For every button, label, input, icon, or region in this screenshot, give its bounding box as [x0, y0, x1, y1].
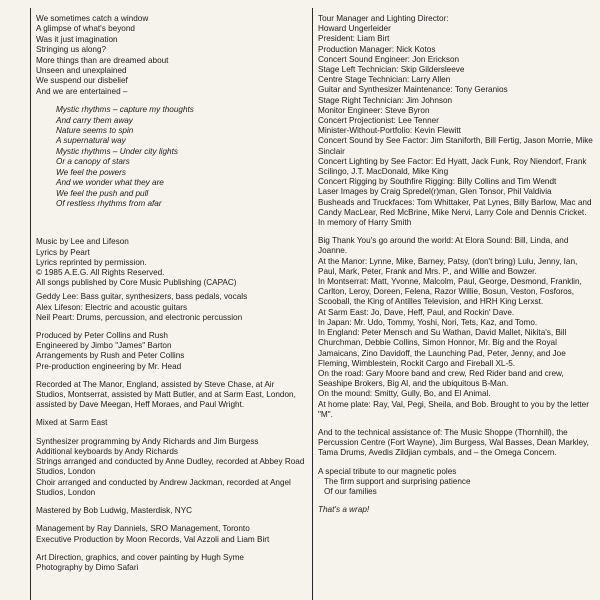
- tribute-line: A special tribute to our magnetic poles: [318, 466, 457, 476]
- lyric-line: More things than are dreamed about: [36, 55, 169, 65]
- production-credit: Pre-production engineering by Mr. Head: [36, 361, 182, 371]
- thanks-paragraph: In Montserrat: Matt, Yvonne, Malcolm, Paul, George, Desmond, Franklin, Carlton, Leroy, Doreen, Felena, Razor Willie, Bosun, Veston, Fosforos, Scooball, the King of Antilles Television, and HRH King Lerxst.: [318, 277, 582, 307]
- chorus-line: Mystic rhythms – Under city lights: [56, 146, 178, 156]
- crew-line: Concert Sound by See Factor: Jim Staniforth, Bill Fertig, Jason Morrie, Mike Sinclair: [318, 136, 593, 156]
- lyric-line: A glimpse of what's beyond: [36, 24, 135, 34]
- lyric-line: Stringing us along?: [36, 45, 107, 55]
- lyrics-credit: Lyrics by Peart: [36, 247, 90, 257]
- copyright-notice: © 1985 A.E.G. All Rights Reserved.: [36, 267, 165, 277]
- chorus-line: And carry them away: [56, 115, 133, 125]
- crew-line: Howard Ungerleider: [318, 24, 391, 34]
- chorus-line: We feel the powers: [56, 167, 126, 177]
- tour-crew-list: [318, 14, 596, 228]
- chorus-line: Or a canopy of stars: [56, 157, 130, 167]
- reprint-notice: Lyrics reprinted by permission.: [36, 257, 147, 267]
- songwriting-credits: [36, 237, 306, 288]
- right-column: [318, 14, 596, 516]
- crew-line: Concert Projectionist: Lee Tenner: [318, 116, 439, 126]
- lyrics-chorus: [36, 105, 306, 209]
- lyrics-verse: [36, 14, 306, 97]
- tribute-line: Of our families: [324, 486, 377, 496]
- mixing-credit: Mixed at Sarm East: [36, 418, 108, 428]
- lyric-line: We suspend our disbelief: [36, 76, 128, 86]
- thanks-paragraph: Big Thank You's go around the world: At Elora Sound: Bill, Linda, and Joanne.: [318, 236, 569, 256]
- crew-line: Concert Rigging by Southfire Rigging: Billy Collins and Tim Wendt: [318, 177, 557, 187]
- thanks-paragraph: In Japan: Mr. Udo, Tommy, Yoshi, Nori, Tets, Kaz, and Tomo.: [318, 317, 538, 327]
- crew-line: Minister-Without-Portfolio: Kevin Flewitt: [318, 126, 461, 136]
- band-members: [36, 292, 306, 323]
- thanks-paragraph: At Sarm East: Jo, Dave, Heff, Paul, and Rockin' Dave.: [318, 307, 515, 317]
- technical-thanks: And to the technical assistance of: The Music Shoppe (Thornhill), the Percussion Centre (Fort Wayne), Jim Burgess, Wal Basses, Dean Markley, Tama Drums, Avedis Zildjian cymbals, and – the Omega Concern.: [318, 427, 589, 458]
- crew-line: Stage Left Technician: Skip Gildersleeve: [318, 65, 465, 75]
- left-divider-line: [30, 8, 31, 600]
- crew-line: Stage Right Technician: Jim Johnson: [318, 95, 453, 105]
- chorus-line: Nature seems to spin: [56, 126, 134, 136]
- synth-credit: Strings arranged and conducted by Anne Dudley, recorded at Abbey Road Studios, London: [36, 457, 305, 477]
- crew-line: Monitor Engineer: Steve Byron: [318, 105, 430, 115]
- synth-credit: Synthesizer programming by Andy Richards and Jim Burgess: [36, 436, 259, 446]
- chorus-line: We feel the push and pull: [56, 188, 149, 198]
- crew-line: Tour Manager and Lighting Director:: [318, 14, 449, 23]
- production-credit: Produced by Peter Collins and Rush: [36, 330, 168, 340]
- closing-line: That's a wrap!: [318, 505, 370, 515]
- member-credit: Alex Lifeson: Electric and acoustic guitars: [36, 302, 188, 312]
- center-divider-line: [312, 8, 313, 600]
- production-credit: Arrangements by Rush and Peter Collins: [36, 351, 185, 361]
- lyric-line: We sometimes catch a window: [36, 14, 149, 23]
- lyric-line: And we are entertained –: [36, 86, 128, 96]
- synth-credit: Choir arranged and conducted by Andrew Jackman, recorded at Angel Studios, London: [36, 477, 291, 497]
- thanks-paragraph: At the Manor: Lynne, Mike, Barney, Patsy, (don't bring) Lulu, Jenny, Ian, Paul, Mark, Peter, Frank and Mrs. P., and Willie and Bowzer.: [318, 256, 578, 276]
- left-column: [36, 14, 306, 573]
- lyric-line: Unseen and unexplained: [36, 66, 127, 76]
- music-credit: Music by Lee and Lifeson: [36, 237, 129, 247]
- lyric-line: Was it just imagination: [36, 34, 118, 44]
- recording-credit: Recorded at The Manor, England, assisted by Steve Chase, at Air Studios, Montserrat, assisted by Matt Butler, and at Sarm East, London, assisted by Dave Meegan, Heff Moraes, and Paul Wright.: [36, 379, 296, 410]
- crew-line: Busheads and Truckfaces: Tom Whittaker, Pat Lynes, Billy Barlow, Mac and Candy MacLear, Red McBrine, Mike Nervi, Larry Cole and Dennis Cricket.: [318, 197, 592, 217]
- member-credit: Neil Peart: Drums, percussion, and electronic percussion: [36, 312, 243, 322]
- thank-you-list: [318, 236, 596, 420]
- thanks-paragraph: On the mound: Smitty, Gully, Bo, and El Animal.: [318, 389, 491, 399]
- crew-line: Guitar and Synthesizer Maintenance: Tony Geranios: [318, 85, 508, 95]
- mastering-credit: Mastered by Bob Ludwig, Masterdisk, NYC: [36, 505, 193, 515]
- crew-line: Laser Images by Craig Spredel(r)man, Glen Tonsor, Phil Valdivia: [318, 187, 552, 197]
- art-credits: [36, 553, 306, 573]
- production-credits: [36, 331, 306, 372]
- chorus-line: Mystic rhythms – capture my thoughts: [56, 105, 194, 115]
- thanks-paragraph: On the road: Gary Moore band and crew, Red Rider band and crew, Seashipe Brokers, Big Al, and the ubiquitous B-Man.: [318, 368, 564, 389]
- crew-line: Centre Stage Technician: Larry Allen: [318, 75, 451, 85]
- chorus-line: A supernatural way: [56, 136, 126, 146]
- thanks-paragraph: At home plate: Ray, Val, Pegi, Sheila, and Bob. Brought to you by the letter "M".: [318, 399, 589, 419]
- chorus-line: And we wonder what they are: [56, 178, 164, 188]
- special-tribute: [318, 467, 596, 498]
- publishing-credit: All songs published by Core Music Publishing (CAPAC): [36, 278, 237, 288]
- crew-line: Concert Lighting by See Factor: Ed Hyatt, Jack Funk, Roy Niendorf, Frank Scilingo, J.T. MacDonald, Mike King: [318, 156, 587, 177]
- art-credit: Photography by Dimo Safari: [36, 563, 139, 572]
- arrangement-credits: [36, 437, 306, 498]
- tribute-line: The firm support and surprising patience: [324, 476, 471, 486]
- crew-line: President: Liam Birt: [318, 34, 390, 44]
- chorus-line: Of restless rhythms from afar: [56, 198, 162, 208]
- member-credit: Geddy Lee: Bass guitar, synthesizers, bass pedals, vocals: [36, 292, 248, 302]
- art-credit: Art Direction, graphics, and cover painting by Hugh Syme: [36, 552, 244, 562]
- management-credits: [36, 524, 306, 544]
- crew-line: Concert Sound Engineer: Jon Erickson: [318, 54, 460, 64]
- management-credit: Executive Production by Moon Records, Val Azzoli and Liam Birt: [36, 534, 270, 544]
- production-credit: Engineered by Jimbo "James" Barton: [36, 341, 172, 351]
- memorial-line: In memory of Harry Smith: [318, 218, 412, 228]
- crew-line: Production Manager: Nick Kotos: [318, 44, 436, 54]
- synth-credit: Additional keyboards by Andy Richards: [36, 446, 178, 456]
- thanks-paragraph: In England: Peter Mensch and Su Wathan, David Mallet, Nikita's, Bill Churchman, Debbie Collins, Simon Honnor, Mr. Big and the Royal Jamaicans, Zino Davidoff, the Launching Pad, Peter, Jenny, and Joe Fleming, Wimblestein, Rockit Cargo and Fireball XL-5.: [318, 328, 567, 368]
- management-credit: Management by Ray Danniels, SRO Management, Toronto: [36, 524, 250, 534]
